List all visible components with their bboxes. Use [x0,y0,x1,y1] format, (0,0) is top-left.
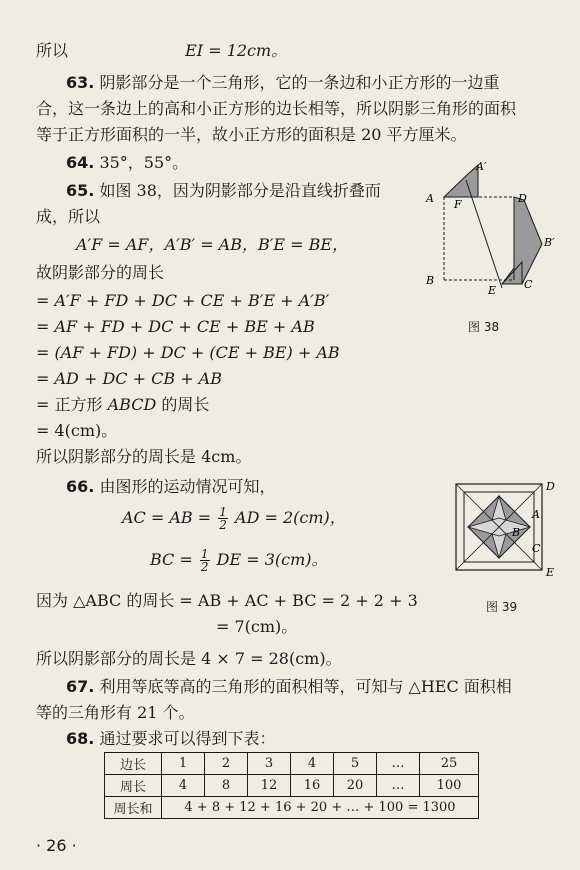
answer-67-line1 [66,676,512,698]
answer-66-line5: = 7(cm)。 [216,617,298,636]
answer-66-line3 [150,548,328,573]
question-number-63: 63. [66,73,95,92]
table-cell: 5 [334,753,377,775]
table-cell: 20 [334,775,377,797]
fraction-one-half [218,506,228,531]
answer-65-line8: = AD + DC + CB + AB [36,369,222,388]
answer-65-line7: = (AF + FD) + DC + (CE + BE) + AB [36,343,340,362]
answer-64-text: 35°，55°。 [99,153,189,172]
question-number-65: 65. [66,181,95,200]
question-number-67: 67. [66,677,95,696]
answer-65-line9-b: ABCD [107,395,157,414]
answer-63-text1: 阴影部分是一个三角形，它的一条边和小正方形的一边重 [99,73,500,92]
fraction-numerator: 1 [219,505,227,519]
table-cell: 1 [162,753,205,775]
question-number-64: 64. [66,153,95,172]
answer-65-text1: 如图 38，因为阴影部分是沿直线折叠而 [99,181,381,200]
figure-38-caption: 图 38 [468,320,500,334]
answer-64 [66,152,188,174]
table-cell: 3 [248,753,291,775]
answer-66-line2 [122,506,346,531]
fig38-label-5: B [426,274,435,287]
answer-65-line9 [36,394,209,416]
figure-38 [418,160,568,310]
answer-67-line2: 等的三角形有 21 个。 [36,703,195,722]
table-row [105,775,479,797]
answer-65-line6: = AF + FD + DC + CE + BE + AB [36,317,315,336]
fraction-denominator: 2 [200,560,209,574]
fig38-label-4: B′ [544,236,555,249]
figure-39 [450,478,566,582]
fig38-label-6: E [488,284,497,297]
answer-65-line9-a: = 正方形 [36,395,103,414]
answer-65-line3: A′F = AF，A′B′ = AB，B′E = BE， [76,235,349,254]
table-cell: 16 [291,775,334,797]
answer-65-line2: 成，所以 [36,207,101,226]
perimeter-table [104,752,479,819]
fig38-label-3: D [518,192,527,205]
answer-63-line3: 等于正方形面积的一半，故小正方形的面积是 20 平方厘米。 [36,125,467,144]
fig39-label-3: C [532,542,541,555]
table-cell: 25 [420,753,479,775]
answer-68-text1: 通过要求可以得到下表： [99,729,276,748]
answer-67-text1: 利用等底等高的三角形的面积相等，可知与 △HEC 面积相 [99,677,512,696]
page-number: · 26 · [36,836,77,855]
answer-66-line4: 因为 △ABC 的周长 = AB + AC + BC = 2 + 2 + 3 [36,591,418,610]
fig38-label-0: A′ [476,160,487,173]
table-cell: 100 [420,775,479,797]
fig39-label-2: B [512,526,521,539]
answer-66-line3-a: BC = [150,550,193,569]
answer-66-line3-b: DE = 3(cm)。 [216,550,328,569]
fig38-label-2: F [454,198,462,211]
row-label-side: 边长 [105,753,162,775]
answer-65-line4: 故阴影部分的周长 [36,263,165,282]
answer-68-line1 [66,728,275,750]
figure-39-caption: 图 39 [486,600,518,614]
answer-62-end [36,40,287,62]
table-row [105,753,479,775]
fraction-one-half-2 [200,548,210,573]
question-number-68: 68. [66,729,95,748]
fig39-label-4: E [546,566,555,579]
fraction-numerator: 1 [200,547,209,561]
fraction-denominator: 2 [219,518,227,532]
answer-65-line11: 所以阴影部分的周长是 4cm。 [36,447,252,466]
answer-66-line1 [66,476,275,498]
answer-63-line1 [66,72,499,94]
table-cell: 4 [162,775,205,797]
table-cell: 8 [205,775,248,797]
table-cell-sum: 4 + 8 + 12 + 16 + 20 + … + 100 = 1300 [162,797,479,819]
fig39-label-1: A [532,508,540,521]
fig38-label-7: C [524,278,533,291]
question-number-66: 66. [66,477,95,496]
table-cell: 12 [248,775,291,797]
table-cell: 2 [205,753,248,775]
answer-66-line6: 所以阴影部分的周长是 4 × 7 = 28(cm)。 [36,649,342,668]
answer-66-line2-b: AD = 2(cm)， [235,508,346,527]
table-cell: … [377,753,420,775]
answer-65-line5: = A′F + FD + DC + CE + B′E + A′B′ [36,291,330,310]
answer-63-line2: 合，这一条边上的高和小正方形的边长相等，所以阴影三角形的面积 [36,99,517,118]
row-label-sum: 周长和 [105,797,162,819]
equation-ei: EI = 12cm。 [185,41,288,60]
table-row [105,797,479,819]
text-suoyi: 所以 [36,41,69,60]
answer-66-line2-a: AC = AB = [122,508,212,527]
answer-65-line9-c: 的周长 [161,395,210,414]
row-label-perimeter: 周长 [105,775,162,797]
fig39-label-0: D [546,480,555,493]
answer-65-line1 [66,180,381,202]
fig38-label-1: A [426,192,434,205]
answer-66-text1: 由图形的运动情况可知， [99,477,276,496]
table-cell: … [377,775,420,797]
answer-65-line10: = 4(cm)。 [36,421,118,440]
table-cell: 4 [291,753,334,775]
